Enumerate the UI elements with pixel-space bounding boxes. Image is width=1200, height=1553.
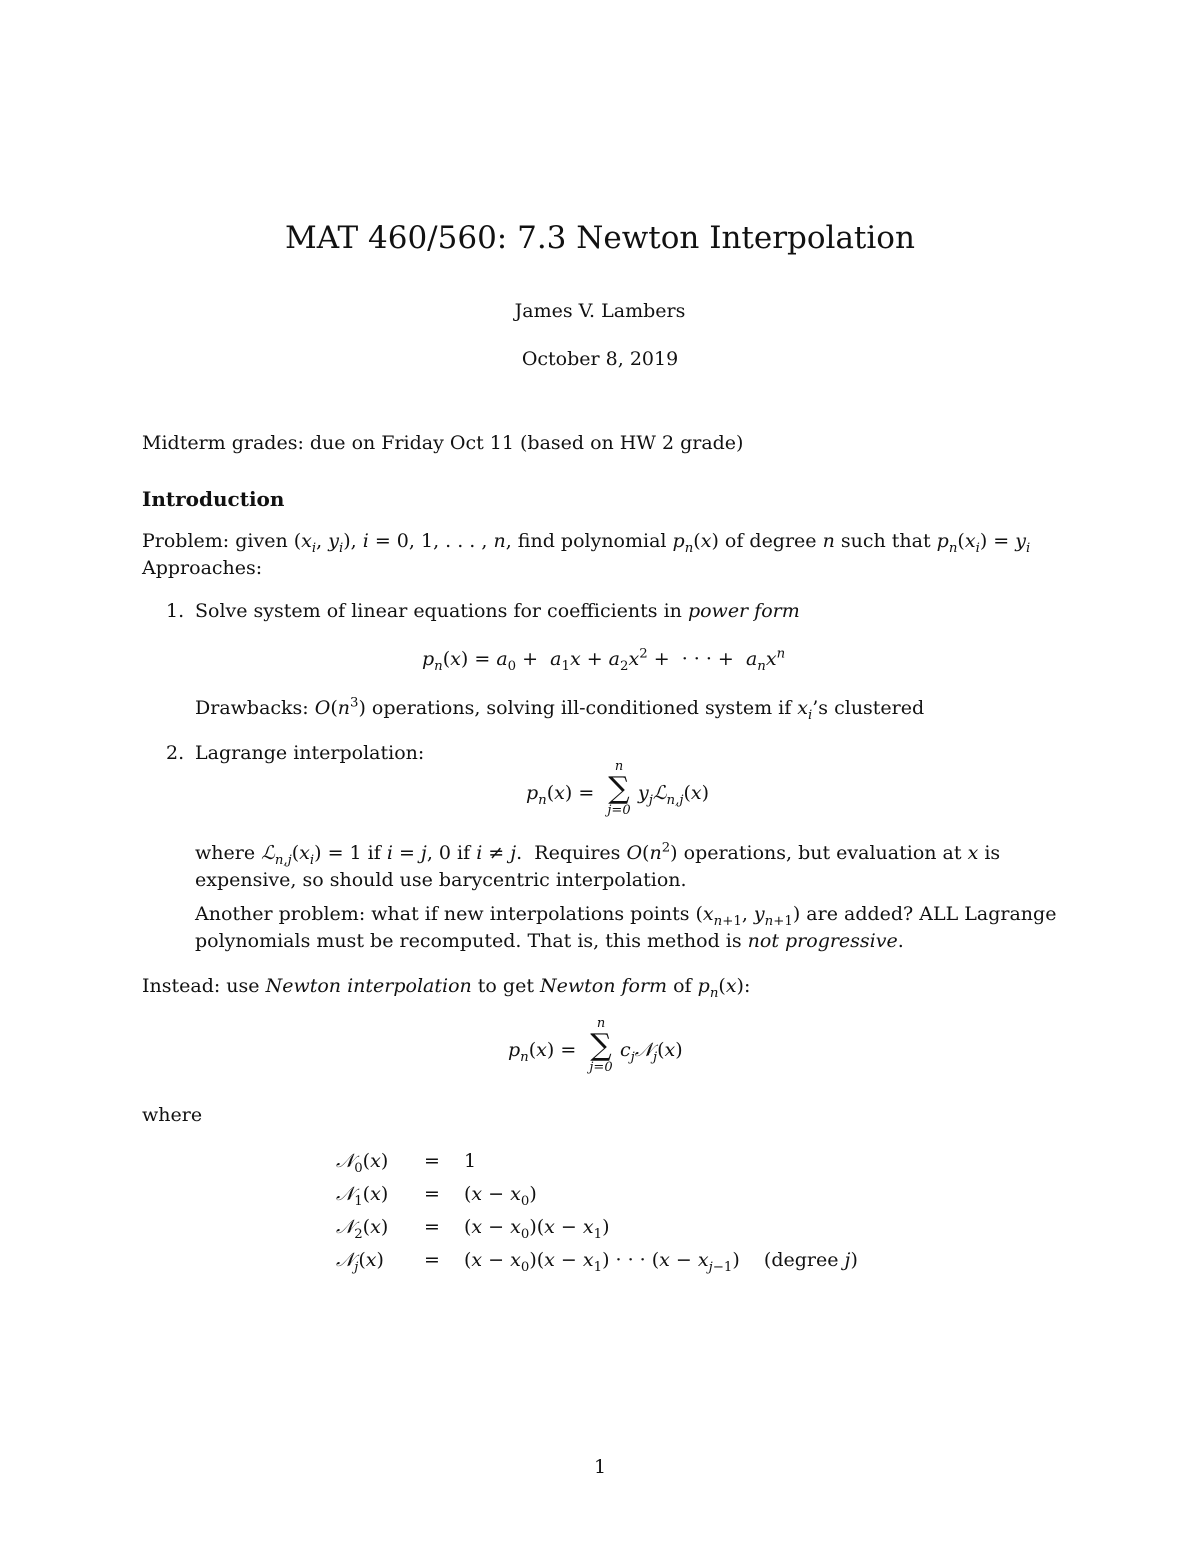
where-label: where xyxy=(195,842,256,864)
date: October 8, 2019 xyxy=(521,348,679,370)
power-form-emphasis: power form xyxy=(687,600,800,622)
newton-interpolation-emphasis: Newton interpolation xyxy=(265,975,472,997)
page-title: MAT 460/560: 7.3 Newton Interpolation xyxy=(285,220,915,256)
where-label-2: where xyxy=(142,1104,203,1126)
another-text: Another problem: what if new interpolations points xyxy=(195,903,690,925)
item-1-label: Solve system of linear equations for coefficients in xyxy=(195,600,682,622)
degree-label: (degree xyxy=(763,1249,839,1271)
newton-sum-symbol: n ∑ j=0 xyxy=(589,1016,613,1075)
drawbacks-tail: ’s clustered xyxy=(812,697,925,719)
lagrange-where-line: where $ℒ_{n,j}(x_i) = 1$ if i = j, 0 if i ≠ j. Requires $O(n^2)$ operations, but evaluation at x is xyxy=(195,840,1001,868)
expensive-line: expensive, so should use barycentric interpolation. xyxy=(195,869,687,891)
is-text: is xyxy=(984,842,1001,864)
section-heading: Introduction xyxy=(142,487,285,511)
lagrange-rhs: $y_jℒ_{n,j}(x)$ xyxy=(638,782,710,808)
to-get-text: to get xyxy=(477,975,534,997)
page-number: 1 xyxy=(593,1456,607,1478)
added-text: are added? ALL Lagrange xyxy=(806,903,1057,925)
newton-lhs: $p_n(x)$ = xyxy=(508,1039,577,1065)
power-form-equation: $p_n(x) = a_0 + a_1x + a_2x^2$ + · · · + $a_nx^n$ xyxy=(422,646,786,674)
item-1-text xyxy=(195,598,800,625)
instead-line: Instead: use Newton interpolation to get Newton form of $p_n(x)$: xyxy=(142,975,751,1001)
another-problem-line: Another problem: what if new interpolations points ($x_{n+1}$, $y_{n+1}$) are added? ALL Lagrange xyxy=(195,903,1057,929)
drawbacks-line: Drawbacks: $O(n^3)$ operations, solving ill-conditioned system if $x_i’s$ clustered xyxy=(195,695,925,723)
item-2-text: Lagrange interpolation: xyxy=(195,742,425,764)
newton-rhs: $c_j𝒩_j(x)$ xyxy=(620,1039,683,1065)
not-progressive-emphasis: not progressive xyxy=(747,930,898,952)
drawbacks-label: Drawbacks: xyxy=(195,697,309,719)
drawbacks-text: operations, solving ill-conditioned system if xyxy=(371,697,792,719)
requires-tail: operations, but evaluation at xyxy=(683,842,962,864)
of-text: of xyxy=(673,975,692,997)
item-1-number: 1. xyxy=(166,600,185,622)
item-2-number: 2. xyxy=(166,742,185,764)
lagrange-lhs: $p_n(x)$ = xyxy=(526,782,595,808)
problem-statement: Problem: given ($x_i$, $y_i$), i = 0, 1, . . . , n, find polynomial $p_n(x)$ of degree n such that $p_n(x_i) = y_i$ xyxy=(142,530,1031,556)
approaches-label: Approaches: xyxy=(142,557,263,579)
instead-label: Instead: use xyxy=(142,975,260,997)
lagrange-sum-symbol: n ∑ j=0 xyxy=(607,759,631,818)
author: James V. Lambers xyxy=(514,300,686,322)
newton-form-emphasis: Newton form xyxy=(540,975,668,997)
recomputed-line: polynomials must be recomputed. That is, this method is not progressive. xyxy=(195,930,904,952)
recomputed-text: polynomials must be recomputed. That is, this method is xyxy=(195,930,742,952)
requires-text: Requires xyxy=(534,842,621,864)
midterm-notice: Midterm grades: due on Friday Oct 11 (based on HW 2 grade) xyxy=(142,432,744,454)
